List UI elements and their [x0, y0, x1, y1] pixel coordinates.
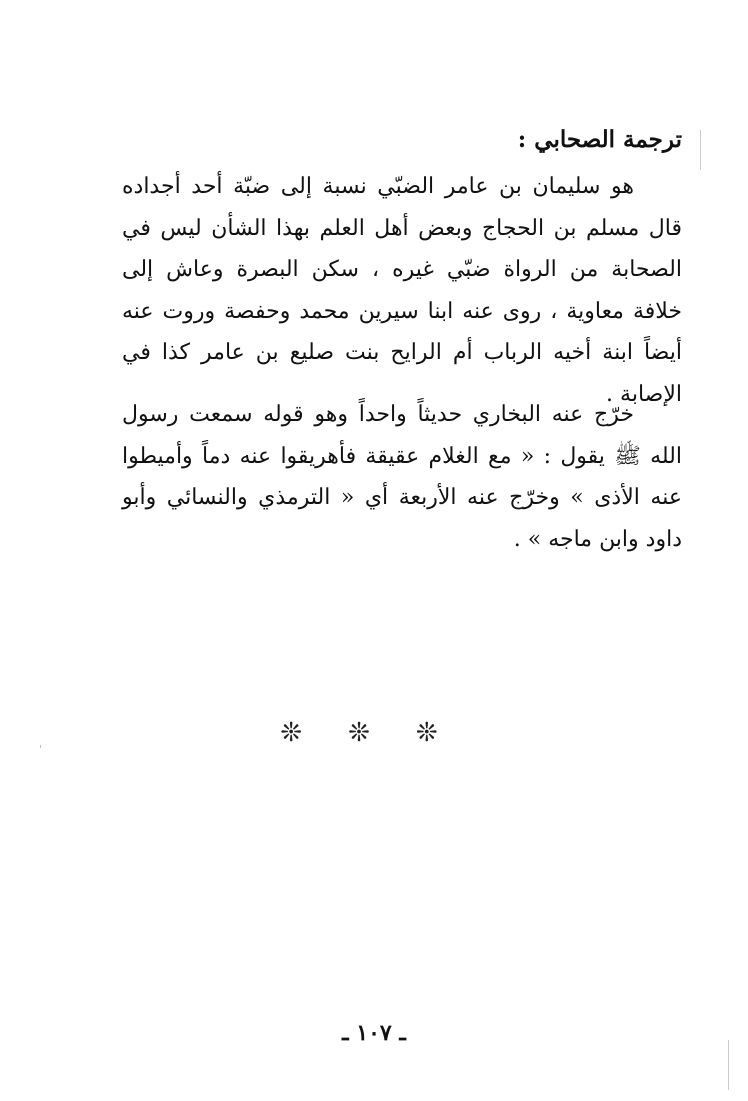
scan-edge-mark	[40, 745, 41, 748]
section-divider-ornaments	[0, 718, 748, 748]
paragraph-hadith: خرّج عنه البخاري حديثاً واحداً وهو قوله سمعت رسول الله ﷺ يقول : « مع الغلام عقيقة فأهريقوا عنه دماً وأميطوا عنه الأذى » وخرّج عنه الأربعة أي « الترمذي والنسائي وأبو داود وابن ماجه » .	[122, 402, 682, 552]
asterism-ornament-icon: ❊	[415, 718, 468, 748]
page-number: ـ ١٠٧ ـ	[342, 1020, 406, 1046]
scan-edge-mark	[700, 130, 701, 170]
asterism-ornament-icon: ❊	[348, 718, 400, 748]
paragraph-biography: هو سليمان بن عامر الضبّي نسبة إلى ضبّة أحد أجداده قال مسلم بن الحجاج وبعض أهل العلم بهذا الشأن ليس في الصحابة من الرواة ضبّي غيره ، سكن البصرة وعاش إلى خلافة معاوية ، روى عنه ابنا سيرين محمد وحفصة وروت عنه أيضاً ابنة أخيه الرباب أم الرايح بنت صليع بن عامر كذا في الإصابة .	[122, 174, 682, 407]
asterism-ornament-icon: ❊	[280, 718, 333, 748]
section-heading: ترجمة الصحابي :	[517, 126, 682, 153]
scan-edge-mark	[728, 1040, 729, 1090]
